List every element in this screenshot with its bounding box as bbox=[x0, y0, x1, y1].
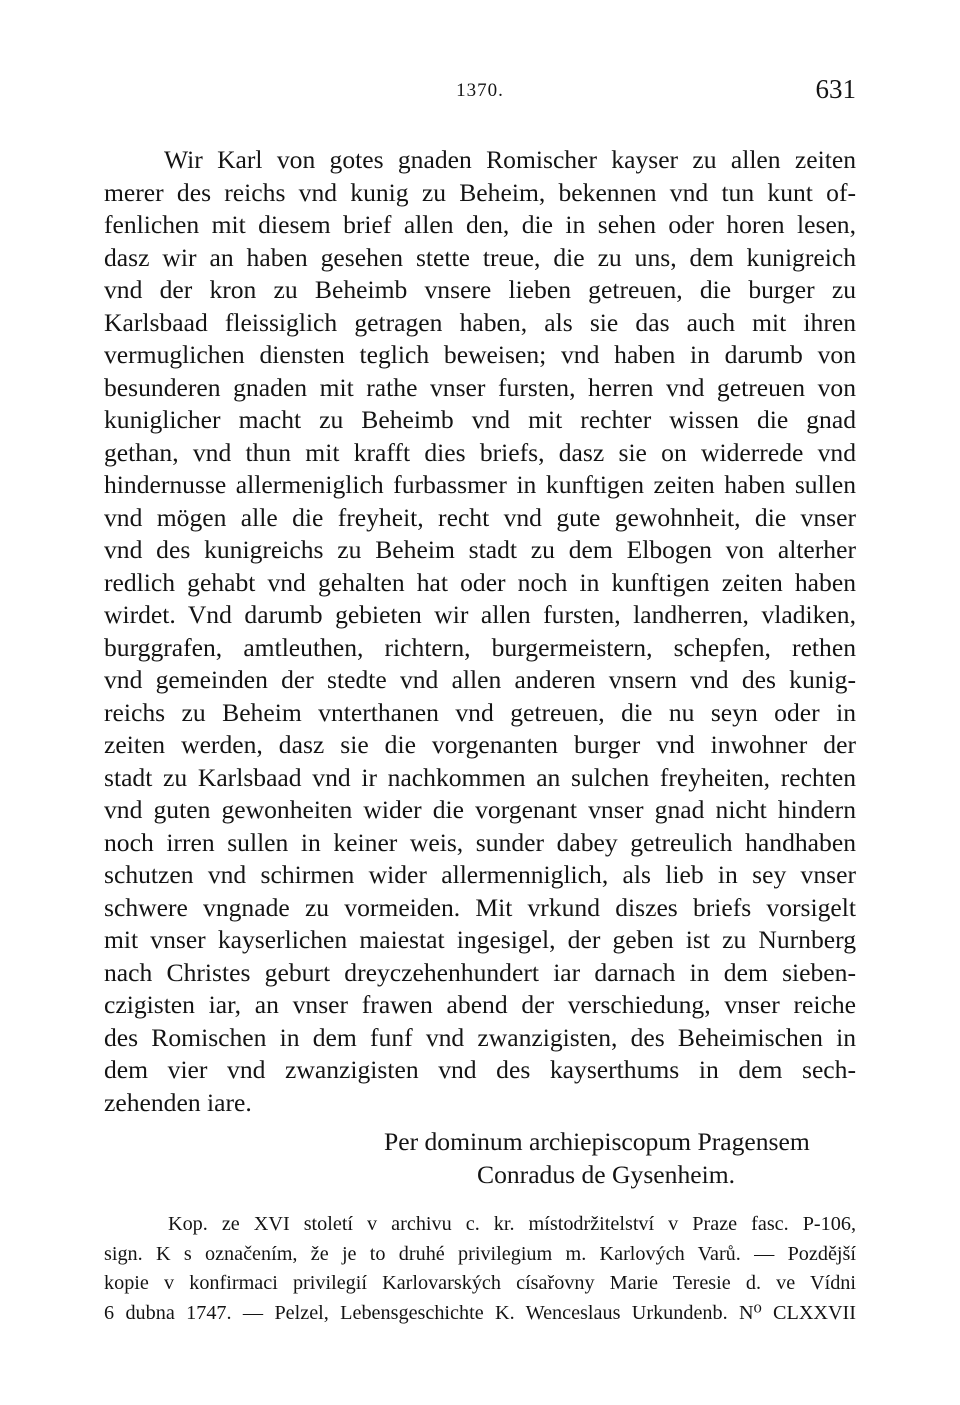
text-line: Karlsbaad fleissiglich getragen haben, als sie das auch mit ihren bbox=[104, 307, 856, 337]
text-line: vnd mögen alle die freyheit, recht vnd gute gewohnheit, die vnser bbox=[104, 502, 856, 532]
text-line: vermuglichen diensten teglich beweisen; vnd haben in darumb von bbox=[104, 340, 856, 369]
text-line: dem vier vnd zwanzigisten vnd des kayserthums in dem sech- bbox=[104, 1055, 856, 1084]
text-line: redlich gehabt vnd gehalten hat oder noch in kunftigen zeiten haben bbox=[104, 567, 856, 597]
text-line: kuniglicher macht zu Beheimb vnd mit rechter wissen die gnad bbox=[104, 405, 856, 434]
note-line: 6 dubna 1747. — Pelzel, Lebensgeschichte K. Wenceslaus Urkundenb. N⁰ CLXXVII bbox=[104, 1301, 856, 1324]
text-line: vnd gemeinden der stedte vnd allen anderen vnsern vnd des kunig- bbox=[104, 665, 856, 694]
text-line: gethan, vnd thun mit krafft dies briefs, dasz sie on widerrede vnd bbox=[104, 437, 856, 467]
text-line: vnd guten gewonheiten wider die vorgenant vnser gnad nicht hindern bbox=[104, 795, 856, 824]
text-line: schutzen vnd schirmen wider allermenniglich, als lieb in sey vnser bbox=[104, 860, 856, 889]
text-line: czigisten iar, an vnser frawen abend der verschiedung, vnser reiche bbox=[104, 990, 856, 1019]
text-line: hindernusse allermeniglich furbassmer in kunftigen zeiten haben sullen bbox=[104, 470, 856, 499]
text-line: stadt zu Karlsbaad vnd ir nachkommen an sulchen freyheiten, rechten bbox=[104, 762, 856, 792]
text-line: noch irren sullen in keiner weis, sunder dabey getreulich handhaben bbox=[104, 827, 856, 857]
text-line: zeiten werden, dasz sie die vorgenanten burger vnd inwohner der bbox=[104, 730, 856, 759]
signature-name: Conradus de Gysenheim. bbox=[477, 1159, 736, 1189]
text-line: des Romischen in dem funf vnd zwanzigisten, des Beheimischen in bbox=[104, 1022, 856, 1052]
text-line: besunderen gnaden mit rathe vnser fursten, herren vnd getreuen von bbox=[104, 372, 856, 402]
text-line: burggrafen, amtleuthen, richtern, burgermeistern, schepfen, rethen bbox=[104, 632, 856, 662]
note-line: Kop. ze XVI století v archivu c. kr. místodržitelství v Praze fasc. P-106, bbox=[168, 1213, 856, 1235]
text-line: reichs zu Beheim vnterthanen vnd getreuen, die nu seyn oder in bbox=[104, 697, 856, 727]
text-line: vnd der kron zu Beheimb vnsere lieben getreuen, die burger zu bbox=[104, 275, 856, 304]
text-line: merer des reichs vnd kunig zu Beheim, bekennen vnd tun kunt of- bbox=[104, 177, 856, 207]
page-number: 631 bbox=[815, 74, 856, 104]
text-line: Wir Karl von gotes gnaden Romischer kayser zu allen zeiten bbox=[164, 145, 856, 174]
header-year: 1370. bbox=[456, 80, 504, 101]
signature-line: Per dominum archiepiscopum Pragensem bbox=[384, 1127, 810, 1156]
text-line: fenlichen mit diesem brief allen den, die in sehen oder horen lesen, bbox=[104, 210, 856, 239]
text-line: nach Christes geburt dreyczehenhundert iar darnach in dem sieben- bbox=[104, 957, 856, 987]
text-line: zehenden iare. bbox=[104, 1087, 252, 1117]
text-line: schwere vngnade zu vormeiden. Mit vrkund diszes briefs vorsigelt bbox=[104, 892, 856, 922]
charter-text bbox=[104, 144, 856, 1119]
signature-block bbox=[104, 1126, 856, 1191]
text-line: dasz wir an haben gesehen stette treue, die zu uns, dem kunigreich bbox=[104, 242, 856, 272]
text-line: vnd des kunigreichs zu Beheim stadt zu dem Elbogen von alterher bbox=[104, 535, 856, 564]
note-line: kopie v konfirmaci privilegií Karlovarských císařovny Marie Teresie d. ve Vídni bbox=[104, 1272, 856, 1294]
source-note bbox=[104, 1210, 856, 1328]
note-line: sign. K s označením, že je to druhé privilegium m. Karlových Varů. — Pozdější bbox=[104, 1242, 856, 1265]
text-line: wirdet. Vnd darumb gebieten wir allen fursten, landherren, vladiken, bbox=[104, 600, 856, 629]
page-header bbox=[104, 74, 856, 110]
text-line: mit vnser kayserlichen maiestat ingesigel, der geben ist zu Nurnberg bbox=[104, 925, 856, 954]
